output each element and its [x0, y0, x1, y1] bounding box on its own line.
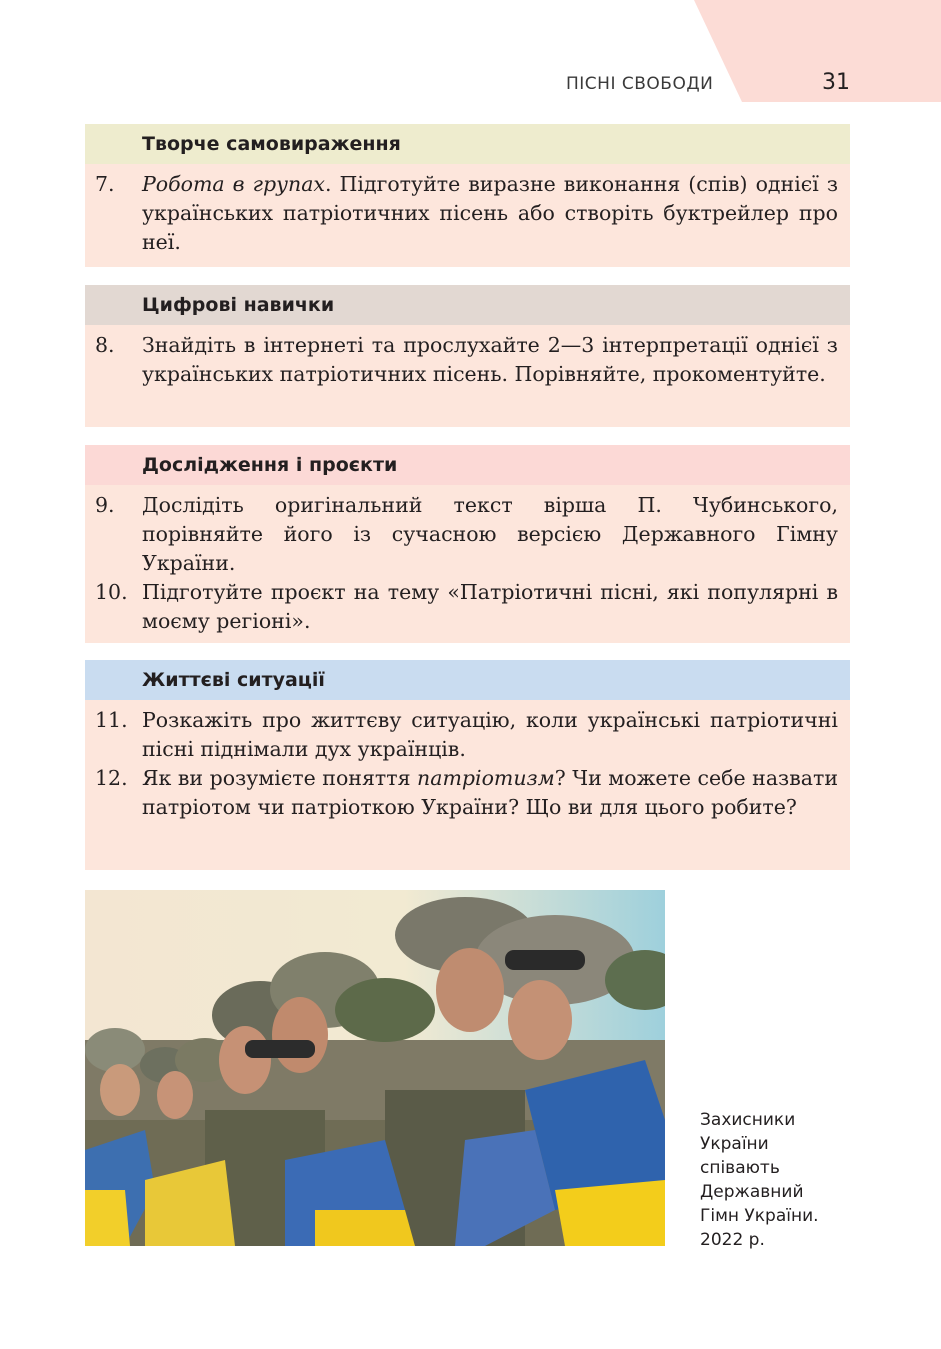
task-item [85, 170, 838, 257]
caption-line: Державний [700, 1182, 804, 1202]
task-text [142, 578, 838, 636]
task-number: 11. [95, 708, 128, 732]
task-text [142, 170, 838, 257]
caption-line: Гімн України. [700, 1206, 819, 1226]
task-list [85, 700, 850, 834]
soldiers-anthem-photo [85, 890, 665, 1246]
task-item [85, 331, 838, 389]
task-list [85, 164, 850, 269]
task-number: 7. [95, 172, 115, 196]
task-number: 12. [95, 766, 128, 790]
page-number: 31 [822, 70, 850, 95]
task-text-part: Розкажіть про життєву ситуацію, коли українські патріотичні пісні піднімали дух українців. [142, 708, 838, 761]
task-text-part: Дослідіть оригінальний текст вірша П. Чубинського, порівняйте його із сучасною версією Державного Гімну України. [142, 493, 838, 575]
caption-line: співають [700, 1158, 780, 1178]
task-text [142, 706, 838, 764]
task-list [85, 325, 850, 401]
photo-caption [700, 1108, 860, 1252]
task-item [85, 578, 838, 636]
task-number: 10. [95, 580, 128, 604]
task-text-italic: патріотизм [417, 766, 555, 790]
task-text [142, 764, 838, 822]
task-text [142, 491, 838, 578]
caption-line: 2022 р. [700, 1230, 765, 1250]
caption-line: Захисники [700, 1110, 796, 1130]
caption-line: України [700, 1134, 769, 1154]
section-heading: Життєві ситуації [85, 660, 850, 700]
task-list [85, 485, 850, 648]
section-creative-expression [85, 124, 850, 267]
task-text-part: . Підготуйте виразне виконання (спів) однієї з українських патріотичних пісень або створіть буктрейлер про неї. [142, 172, 838, 254]
task-number: 8. [95, 333, 115, 357]
section-heading: Творче самовираження [85, 124, 850, 164]
section-heading: Цифрові навички [85, 285, 850, 325]
section-digital-skills [85, 285, 850, 427]
task-text-part: Знайдіть в інтернеті та прослухайте 2—3 інтерпретації однієї з українських патріотичних пісень. Порівняйте, прокоментуйте. [142, 333, 838, 386]
task-item [85, 706, 838, 764]
task-text [142, 331, 838, 389]
task-item [85, 491, 838, 578]
task-text-part: Як ви розумієте поняття [142, 766, 418, 790]
running-title: ПІСНІ СВОБОДИ [566, 74, 714, 94]
task-text-part: Підготуйте проєкт на тему «Патріотичні пісні, які популярні в моєму регіоні». [142, 580, 838, 633]
section-heading: Дослідження і проєкти [85, 445, 850, 485]
task-text-italic: Робота в групах [142, 172, 325, 196]
section-life-situations [85, 660, 850, 870]
section-research-projects [85, 445, 850, 643]
task-number: 9. [95, 493, 115, 517]
task-item [85, 764, 838, 822]
task-text-part: ? Чи можете себе назвати патріотом чи патріоткою України? Що ви для цього робите? [142, 766, 838, 819]
page-corner-decoration [0, 0, 941, 110]
